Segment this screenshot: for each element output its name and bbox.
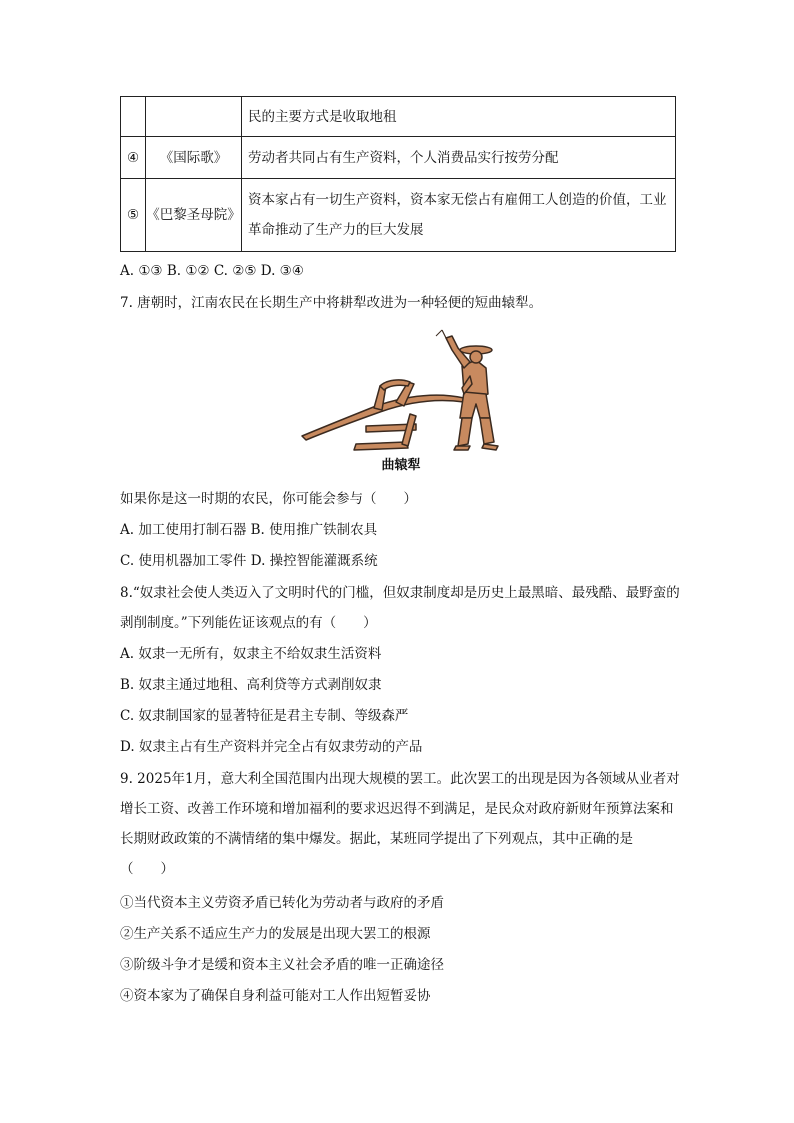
q7-options-ab: A. 加工使用打制石器 B. 使用推广铁制农具 — [120, 522, 378, 538]
q9-item-3: ③阶级斗争才是缓和资本主义社会矛盾的唯一正确途径 — [120, 957, 444, 973]
work-title: 《国际歌》 — [146, 137, 242, 179]
row-number: ⑤ — [121, 179, 146, 252]
q7-stem: 7. 唐朝时，江南农民在长期生产中将耕犁改进为一种轻便的短曲辕犁。 — [120, 295, 543, 311]
table-row — [121, 97, 676, 137]
row-number — [121, 97, 146, 137]
q7-options-cd: C. 使用机器加工零件 D. 操控智能灌溉系统 — [120, 553, 378, 569]
q6-options: A. ①③ B. ①② C. ②⑤ D. ③④ — [120, 263, 304, 279]
curved-plough-figure — [296, 326, 506, 476]
q9-item-4: ④资本家为了确保自身利益可能对工人作出短暂妥协 — [120, 988, 431, 1004]
table-row — [121, 179, 676, 252]
q8-option-a: A. 奴隶一无所有，奴隶主不给奴隶生活资料 — [120, 646, 382, 662]
q8-option-b: B. 奴隶主通过地租、高利贷等方式剥削奴隶 — [120, 677, 382, 693]
table-row — [121, 137, 676, 179]
row-description: 民的主要方式是收取地租 — [242, 97, 676, 137]
q9-stem: 9. 2025年1月，意大利全国范围内出现大规模的罢工。此次罢工的出现是因为各领域从业者对增长工资、改善工作环境和增加福利的要求迟迟得不到满足，是民众对政府新财年预算法案和长期财政政策的不满情绪的集中爆发。据此，某班同学提出了下列观点，其中正确的是（ ） — [120, 771, 680, 877]
plough-farmer-illustration — [296, 326, 506, 454]
row-number: ④ — [121, 137, 146, 179]
work-title — [146, 97, 242, 137]
row-description: 劳动者共同占有生产资料，个人消费品实行按劳分配 — [242, 137, 676, 179]
q9-item-2: ②生产关系不适应生产力的发展是出现大罢工的根源 — [120, 926, 431, 942]
q8-stem: 8.“奴隶社会使人类迈入了文明时代的门槛，但奴隶制度却是历史上最黑暗、最残酷、最野蛮的剥削制度。”下列能佐证该观点的有（ ） — [120, 585, 680, 631]
figure-caption: 曲辕犁 — [381, 458, 421, 473]
q9-item-1: ①当代资本主义劳资矛盾已转化为劳动者与政府的矛盾 — [120, 895, 444, 911]
q8-option-d: D. 奴隶主占有生产资料并完全占有奴隶劳动的产品 — [120, 739, 423, 755]
q8-option-c: C. 奴隶制国家的显著特征是君主专制、等级森严 — [120, 708, 409, 724]
q7-question: 如果你是这一时期的农民，你可能会参与（ ） — [120, 491, 417, 507]
row-description: 资本家占有一切生产资料，资本家无偿占有雇佣工人创造的价值，工业革命推动了生产力的巨大发展 — [242, 179, 676, 252]
options-table — [120, 96, 676, 252]
work-title: 《巴黎圣母院》 — [146, 179, 242, 252]
